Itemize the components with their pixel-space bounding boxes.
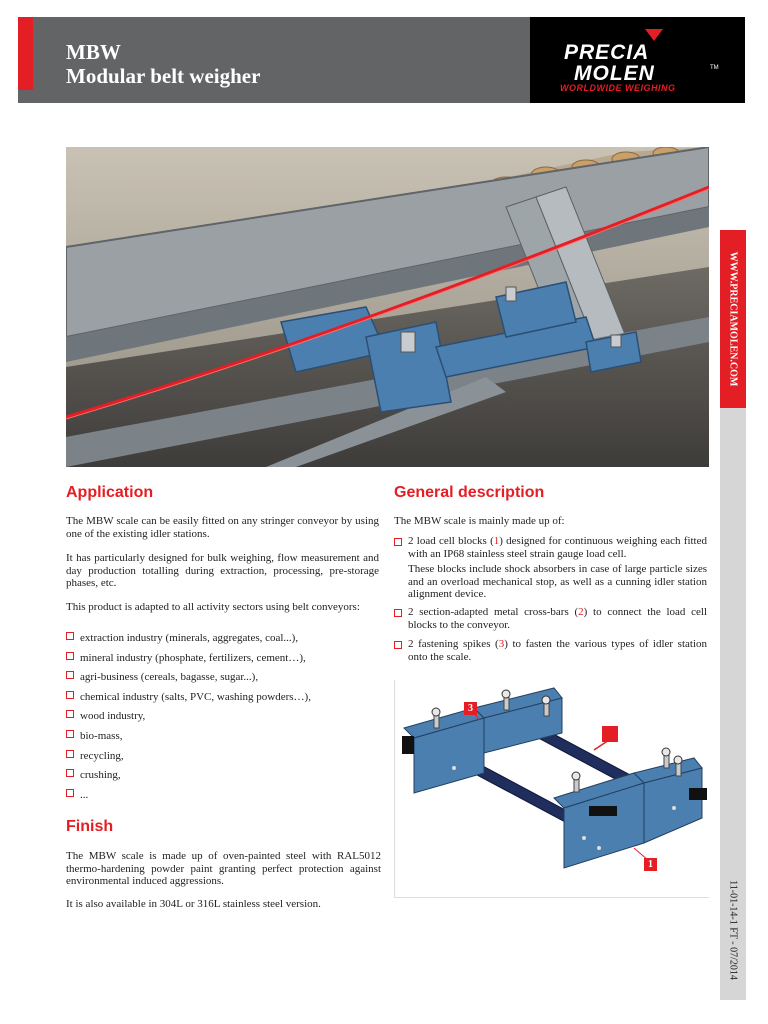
component-item-load-cells: 2 load cell blocks (1) designed for continuous weighing each fitted with an IP68 stainless steel strain gauge load cell. These blocks include shock absorbers in case of large particle sizes and an overload mechanical stop, as well as a cunning idler station alignment device. xyxy=(394,535,707,601)
finish-paragraph-2: It is also available in 304L or 316L stainless steel version. xyxy=(66,898,321,910)
bullet-icon xyxy=(66,750,74,758)
sector-list xyxy=(66,632,311,808)
finish-paragraph-1: The MBW scale is made up of oven-painted steel with RAL5012 thermo-hardening powder paint granting perfect protection against environmental induced aggressions. xyxy=(66,850,381,887)
conveyor-photo xyxy=(66,147,709,467)
application-paragraph-1: The MBW scale can be easily fitted on any stringer conveyor by using one of the existing idler stations. xyxy=(66,515,379,540)
bullet-icon xyxy=(66,789,74,797)
general-intro: The MBW scale is mainly made up of: xyxy=(394,515,565,527)
page-title xyxy=(66,40,260,88)
document-code-text: 11-01-14-1 FT - 07/2014 xyxy=(727,880,739,980)
list-item: agri-business (cereals, bagasse, sugar...), xyxy=(66,671,311,691)
bullet-icon xyxy=(66,769,74,777)
bullet-icon xyxy=(66,691,74,699)
bullet-icon xyxy=(66,671,74,679)
bullet-icon xyxy=(394,538,402,546)
bullet-icon xyxy=(66,652,74,660)
load-cell-details: These blocks include shock absorbers in case of large particle sizes and an overload mechanical stop, as well as a cunning idler station alignment device. xyxy=(408,563,707,600)
list-item: crushing, xyxy=(66,769,311,789)
conveyor-photo-illustration xyxy=(66,147,709,467)
application-paragraph-2: It has particularly designed for bulk weighing, flow measurement and day production totalling during extraction, processing, pre-storage phases, etc. xyxy=(66,552,379,589)
title-line-2: Modular belt weigher xyxy=(66,64,261,88)
header-accent-bar xyxy=(18,17,33,90)
title-line-1: MBW xyxy=(66,40,121,64)
website-url[interactable]: WWW.PRECIAMOLEN.COM xyxy=(727,251,739,387)
website-link[interactable] xyxy=(720,230,746,408)
scale-diagram-illustration xyxy=(394,678,709,898)
bullet-icon xyxy=(66,730,74,738)
list-item: recycling, xyxy=(66,750,311,770)
bullet-icon xyxy=(66,710,74,718)
callout-1: 1 xyxy=(644,858,657,871)
application-heading: Application xyxy=(66,484,154,501)
application-paragraph-3: This product is adapted to all activity sectors using belt conveyors: xyxy=(66,601,360,613)
list-item: ... xyxy=(66,789,311,809)
list-item: wood industry, xyxy=(66,710,311,730)
component-item-cross-bars: 2 section-adapted metal cross-bars (2) to connect the load cell blocks to the conveyor. xyxy=(394,606,707,631)
general-description-heading: General description xyxy=(394,484,545,501)
component-item-fastening-spikes: 2 fastening spikes (3) to fasten the various types of idler station onto the scale. xyxy=(394,638,707,663)
scale-product-figure xyxy=(394,678,709,898)
document-code xyxy=(720,870,746,990)
brand-logo xyxy=(530,17,745,103)
bullet-icon xyxy=(394,641,402,649)
list-item: chemical industry (salts, PVC, washing powders…), xyxy=(66,691,311,711)
logo-word-2: MOLEN xyxy=(574,62,655,85)
logo-trademark: TM xyxy=(710,65,719,71)
bullet-icon xyxy=(66,632,74,640)
logo-triangle-icon xyxy=(645,29,663,41)
callout-2-marker xyxy=(602,726,618,742)
bullet-icon xyxy=(394,609,402,617)
list-item: bio-mass, xyxy=(66,730,311,750)
callout-3: 3 xyxy=(464,702,477,715)
finish-heading: Finish xyxy=(66,818,114,835)
list-item: mineral industry (phosphate, fertilizers, cement…), xyxy=(66,652,311,672)
list-item: extraction industry (minerals, aggregates, coal...), xyxy=(66,632,311,652)
logo-tagline: WORLDWIDE WEIGHING xyxy=(560,83,676,93)
logo-word-1: PRECIA xyxy=(564,41,650,64)
